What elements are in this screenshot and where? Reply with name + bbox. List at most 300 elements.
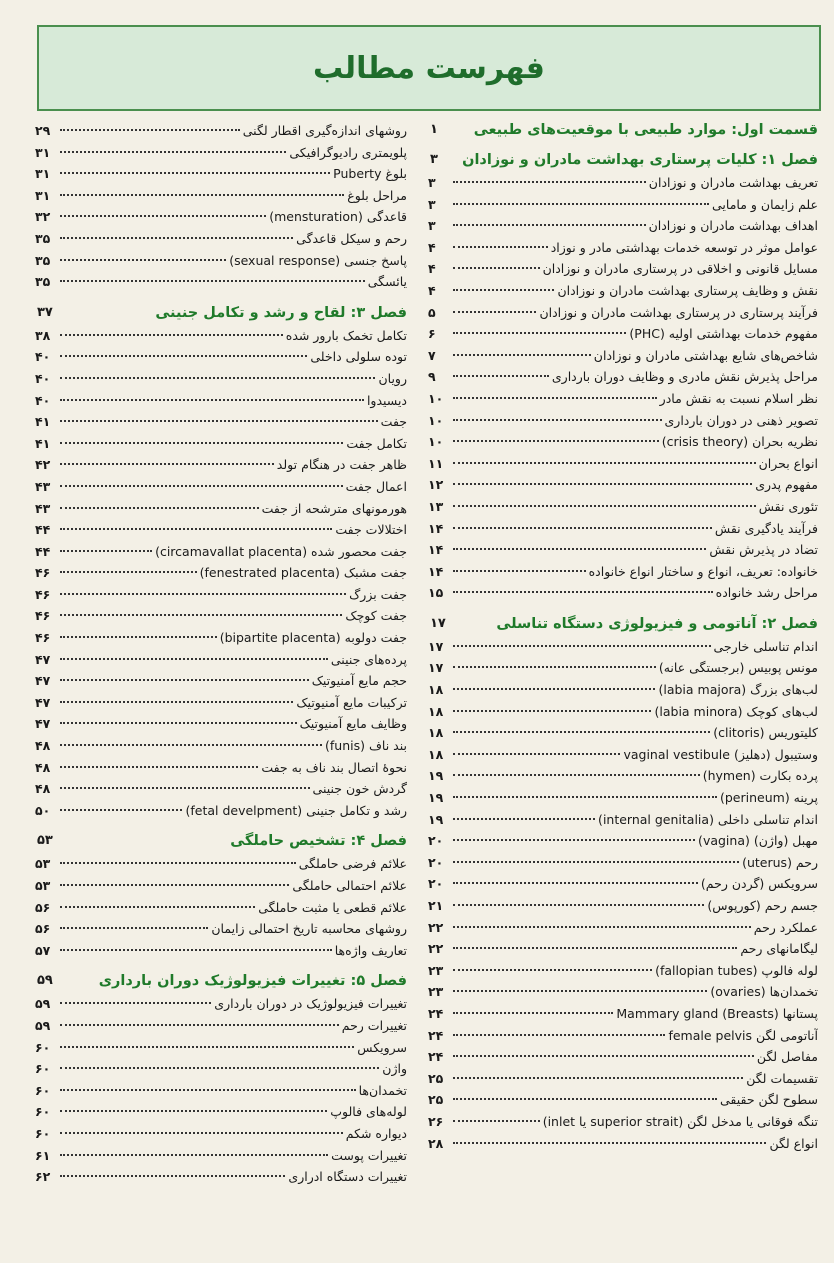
toc-entry[interactable] [35, 476, 407, 498]
dot-leader [60, 215, 266, 217]
toc-entry[interactable] [428, 830, 818, 852]
toc-entry[interactable] [428, 765, 818, 787]
toc-entry[interactable] [35, 1080, 407, 1102]
toc-entry-label: ترکیبات مایع آمنیوتیک [296, 694, 407, 710]
dot-leader [453, 796, 717, 798]
toc-section [35, 971, 407, 1187]
toc-entry-label: علم زایمان و مامایی [712, 196, 818, 212]
toc-entry[interactable] [35, 228, 407, 250]
toc-entry-label: رحم و سیکل قاعدگی [296, 230, 407, 246]
section-heading-page: ۵۳ [37, 833, 53, 849]
toc-entry-page: ۲۴ [428, 1049, 444, 1065]
toc-entry[interactable] [428, 917, 818, 939]
section-heading-label: فصل ۴: تشخیص حاملگی [230, 833, 407, 850]
dot-leader [453, 483, 752, 485]
dot-leader [453, 267, 540, 269]
toc-entry-label: رویان [378, 370, 407, 386]
toc-entry[interactable] [428, 280, 818, 302]
toc-entry-page: ۱۷ [428, 660, 444, 676]
toc-entry-label: اختلالات جفت [335, 522, 407, 538]
toc-entry-page: ۶۰ [35, 1125, 51, 1141]
toc-entry[interactable] [35, 368, 407, 390]
toc-entry-page: ۱۵ [428, 585, 444, 601]
toc-entry-label: تغییرات فیزیولوژیک در دوران بارداری [214, 996, 407, 1012]
toc-entry-page: ۱۰ [428, 434, 444, 450]
dot-leader [453, 375, 549, 377]
dot-leader [453, 570, 586, 572]
dot-leader [60, 679, 309, 681]
toc-entry-page: ۴۶ [35, 608, 51, 624]
section-heading[interactable] [428, 150, 818, 170]
dot-leader [453, 354, 591, 356]
toc-entry-label: تعریف بهداشت مادران و نوزادان [648, 175, 818, 190]
dot-leader [60, 129, 240, 131]
toc-entry[interactable] [35, 670, 407, 692]
toc-entry-page: ۲۲ [428, 941, 444, 957]
toc-entry[interactable] [35, 562, 407, 584]
title-box [37, 25, 821, 111]
dot-leader [60, 151, 286, 153]
toc-entry[interactable] [35, 875, 407, 897]
toc-entry[interactable] [35, 1101, 407, 1123]
dot-leader [60, 787, 310, 789]
toc-entry-page: ۴ [428, 261, 436, 277]
toc-entry[interactable] [428, 938, 818, 960]
toc-entry-label: کلیتوریس (clitoris) [713, 725, 818, 741]
toc-entry[interactable] [35, 411, 407, 433]
toc-entry[interactable] [428, 215, 818, 237]
toc-entry-page: ۵۳ [35, 856, 51, 872]
dot-leader [453, 1142, 766, 1144]
toc-entry[interactable] [35, 271, 407, 293]
toc-entry[interactable] [35, 346, 407, 368]
toc-entry-label: تصویر ذهنی در دوران بارداری [664, 412, 818, 428]
toc-entry-page: ۱۸ [428, 746, 444, 762]
toc-entry[interactable] [428, 496, 818, 518]
dot-leader [60, 766, 258, 768]
toc-entry[interactable] [428, 1133, 818, 1155]
toc-entry[interactable] [428, 895, 818, 917]
toc-entry-label: سطوح لگن حقیقی [720, 1092, 818, 1108]
dot-leader [453, 1098, 717, 1100]
toc-entry[interactable] [428, 388, 818, 410]
toc-entry-page: ۶۱ [35, 1147, 51, 1163]
section-heading-label: قسمت اول: موارد طبیعی با موقعیت‌های طبیعی [473, 122, 818, 138]
toc-entry-page: ۱۷ [428, 638, 444, 654]
dot-leader [453, 990, 707, 992]
toc-entry-page: ۴ [428, 239, 436, 255]
toc-entry[interactable] [428, 1089, 818, 1111]
toc-entry-label: تخمدان‌ها [358, 1082, 407, 1098]
toc-entry-label: تکامل تخمک بارور شده [285, 327, 407, 343]
toc-entry[interactable] [35, 605, 407, 627]
dot-leader [60, 1110, 327, 1112]
toc-entry[interactable] [35, 454, 407, 476]
toc-entry[interactable] [35, 206, 407, 228]
toc-entry-label: انواع لگن [769, 1135, 818, 1151]
dot-leader [453, 548, 706, 550]
toc-entry-label: روشهای اندازه‌گیری اقطار لگنی [242, 123, 407, 138]
toc-entry-label: نقش و وظایف پرستاری بهداشت مادران و نوزادان [557, 282, 818, 298]
toc-entry-page: ۴۰ [35, 392, 51, 408]
dot-leader [60, 1024, 339, 1026]
toc-entry-label: تغییرات رحم [341, 1017, 407, 1033]
toc-entry[interactable] [428, 474, 818, 496]
toc-entry-page: ۱۸ [428, 725, 444, 741]
toc-entry-label: یائسگی [367, 274, 407, 290]
toc-entry-page: ۱۸ [428, 703, 444, 719]
section-heading[interactable] [428, 120, 818, 140]
toc-entry-page: ۵۰ [35, 802, 51, 818]
toc-entry-label: مونس پوبیس (برجستگی عانه) [658, 660, 818, 676]
toc-entry-page: ۶۰ [35, 1061, 51, 1077]
toc-entry[interactable] [428, 1111, 818, 1133]
toc-entry-page: ۳ [428, 218, 436, 234]
toc-entry[interactable] [35, 1166, 407, 1188]
dot-leader [60, 237, 293, 239]
toc-entry[interactable] [35, 250, 407, 272]
toc-entry-label: حجم مایع آمنیوتیک [311, 673, 407, 689]
toc-entry-label: پرده بکارت (hymen) [702, 768, 818, 784]
dot-leader [453, 882, 698, 884]
dot-leader [60, 463, 274, 465]
dot-leader [60, 550, 152, 552]
toc-entry-label: وظایف مایع آمنیوتیک [299, 716, 407, 732]
dot-leader [453, 904, 704, 906]
dot-leader [60, 927, 208, 929]
toc-entry-label: لب‌های بزرگ (labia majora) [658, 682, 818, 698]
dot-leader [453, 666, 656, 668]
toc-entry-label: تنگه فوقانی یا مدخل لگن (superior strait یا inlet) [542, 1113, 818, 1129]
toc-entry-label: لوله فالوپ (fallopian tubes) [655, 962, 818, 978]
dot-leader [453, 591, 713, 593]
toc-entry[interactable] [35, 541, 407, 563]
toc-entry[interactable] [428, 323, 818, 345]
toc-entry-label: مراحل بلوغ [347, 187, 407, 203]
section-heading-label: فصل ۲: آناتومی و فیزیولوژی دستگاه تناسلی [496, 615, 818, 632]
toc-entry-page: ۱۲ [428, 477, 444, 493]
toc-entry-label: بند ناف (funis) [324, 738, 407, 754]
toc-entry-page: ۳ [428, 175, 436, 190]
toc-entry-page: ۴۲ [35, 457, 51, 473]
toc-entry-label: قاعدگی (mensturation) [269, 209, 407, 225]
toc-entry[interactable] [428, 582, 818, 604]
toc-entry-page: ۳۱ [35, 187, 51, 203]
toc-entry[interactable] [428, 539, 818, 561]
toc-entry-label: وستیبول (دهلیز) vaginal vestibule [623, 746, 818, 762]
section-heading-label: فصل ۳: لقاح و رشد و تکامل جنینی [155, 304, 407, 321]
dot-leader [60, 334, 283, 336]
toc-entry-page: ۱۰ [428, 390, 444, 406]
toc-entry[interactable] [428, 1025, 818, 1047]
toc-entry[interactable] [35, 940, 407, 962]
toc-entry[interactable] [35, 142, 407, 164]
toc-entry-label: روشهای محاسبه تاریخ احتمالی زایمان [211, 921, 407, 937]
toc-entry-page: ۶۰ [35, 1039, 51, 1055]
toc-entry-label: گردش خون جنینی [312, 781, 407, 797]
section-heading[interactable] [35, 831, 407, 851]
toc-entry-page: ۲۸ [428, 1135, 444, 1151]
toc-entry-page: ۴۸ [35, 759, 51, 775]
toc-entry-label: نحوهٔ اتصال بند ناف به جفت [261, 759, 407, 775]
dot-leader [453, 1034, 665, 1036]
toc-entry-page: ۲۹ [35, 123, 51, 138]
dot-leader [453, 731, 710, 733]
toc-entry-page: ۵۳ [35, 878, 51, 893]
toc-entry-label: مفهوم پدری [755, 477, 818, 493]
dot-leader [453, 224, 646, 226]
dot-leader [453, 462, 756, 464]
toc-entry[interactable] [428, 194, 818, 216]
toc-entry-label: اندام تناسلی خارجی [713, 638, 818, 654]
toc-entry[interactable] [35, 1015, 407, 1037]
dot-leader [60, 194, 344, 196]
toc-entry-page: ۲۳ [428, 984, 444, 1000]
toc-entry[interactable] [35, 897, 407, 919]
dot-leader [60, 1002, 211, 1004]
dot-leader [60, 259, 226, 261]
toc-entry-label: انواع بحران [758, 455, 818, 471]
dot-leader [60, 701, 293, 703]
toc-entry[interactable] [35, 498, 407, 520]
toc-entry-label: جفت محصور شده (circamavallat placenta) [155, 543, 407, 559]
dot-leader [453, 181, 646, 183]
toc-entry-page: ۵ [428, 304, 436, 320]
toc-entry[interactable] [428, 302, 818, 324]
dot-leader [453, 839, 695, 841]
toc-entry-label: علائم احتمالی حاملگی [292, 878, 407, 893]
toc-section [35, 831, 407, 961]
toc-entry[interactable] [35, 800, 407, 822]
toc-entry-label: آناتومی لگن female pelvis [668, 1027, 818, 1043]
toc-entry[interactable] [428, 852, 818, 874]
toc-entry[interactable] [35, 519, 407, 541]
toc-entry[interactable] [35, 649, 407, 671]
dot-leader [60, 1154, 328, 1156]
toc-entry[interactable] [428, 366, 818, 388]
toc-entry-label: تضاد در پذیرش نقش [709, 542, 818, 558]
dot-leader [60, 507, 259, 509]
dot-leader [60, 614, 342, 616]
toc-entry[interactable] [428, 960, 818, 982]
toc-entry-page: ۱۹ [428, 790, 444, 806]
section-heading-page: ۳ [430, 152, 438, 167]
toc-entry-page: ۳ [428, 196, 436, 212]
toc-entry-page: ۴۸ [35, 738, 51, 754]
toc-entry[interactable] [428, 873, 818, 895]
toc-entry[interactable] [35, 735, 407, 757]
toc-entry[interactable] [428, 1003, 818, 1025]
dot-leader [60, 528, 332, 530]
toc-entry-label: سرویکس [357, 1039, 407, 1055]
dot-leader [453, 440, 659, 442]
toc-entry[interactable] [428, 1046, 818, 1068]
section-heading[interactable] [428, 614, 818, 634]
dot-leader [60, 485, 343, 487]
page-title: فهرست مطالب [313, 50, 545, 86]
toc-entry-page: ۴۶ [35, 586, 51, 602]
dot-leader [60, 420, 378, 422]
toc-entry[interactable] [428, 237, 818, 259]
toc-entry-page: ۴۷ [35, 694, 51, 710]
toc-entry[interactable] [428, 431, 818, 453]
dot-leader [60, 862, 296, 864]
toc-entry-label: علائم قطعی یا مثبت حاملگی [258, 899, 407, 915]
toc-entry[interactable] [428, 345, 818, 367]
toc-entry-label: پرده‌های جنینی [330, 651, 407, 667]
toc-entry-page: ۲۵ [428, 1070, 444, 1086]
dot-leader [60, 571, 197, 573]
toc-entry-label: اندام تناسلی داخلی (internal genitalia) [598, 811, 818, 827]
dot-leader [453, 645, 711, 647]
toc-entry-label: عملکرد رحم [753, 919, 818, 935]
toc-entry-label: دیسیدوا [366, 392, 407, 408]
toc-entry-page: ۴۰ [35, 349, 51, 365]
toc-entry-page: ۶۰ [35, 1104, 51, 1120]
dot-leader [60, 884, 289, 886]
toc-entry[interactable] [35, 692, 407, 714]
dot-leader [60, 377, 375, 379]
toc-entry-label: توده سلولی داخلی [310, 349, 407, 365]
toc-entry-page: ۴۶ [35, 630, 51, 646]
toc-entry-page: ۱۹ [428, 768, 444, 784]
dot-leader [60, 906, 255, 908]
toc-entry-label: مراحل پذیرش نقش مادری و وظایف دوران بارداری [551, 369, 818, 385]
section-heading-label: فصل ۱: کلیات پرستاری بهداشت مادران و نوزادان [462, 152, 818, 168]
toc-entry-label: پستانها (Breasts) Mammary gland [616, 1005, 818, 1021]
toc-entry-label: بلوغ Puberty [333, 166, 407, 182]
toc-entry[interactable] [35, 853, 407, 875]
dot-leader [453, 926, 751, 928]
toc-entry-label: پلویمتری رادیوگرافیکی [289, 144, 407, 160]
toc-entry-page: ۱۹ [428, 811, 444, 827]
toc-entry[interactable] [428, 172, 818, 194]
toc-entry-label: تغییرات دستگاه ادراری [288, 1169, 407, 1185]
toc-entry-label: نظر اسلام نسبت به نقش مادر [659, 390, 818, 406]
toc-entry[interactable] [35, 1145, 407, 1167]
toc-entry[interactable] [428, 981, 818, 1003]
toc-entry-page: ۲۴ [428, 1005, 444, 1021]
toc-entry-page: ۳۸ [35, 327, 51, 343]
toc-entry-page: ۲۳ [428, 962, 444, 978]
toc-entry-page: ۶ [428, 326, 436, 342]
toc-entry[interactable] [428, 744, 818, 766]
toc-entry[interactable] [35, 390, 407, 412]
toc-entry-label: جسم رحم (کورپوس) [707, 898, 818, 913]
toc-entry[interactable] [428, 809, 818, 831]
toc-entry[interactable] [428, 657, 818, 679]
toc-entry[interactable] [428, 561, 818, 583]
toc-entry-page: ۳۱ [35, 144, 51, 160]
toc-entry-page: ۴۷ [35, 716, 51, 732]
dot-leader [453, 1077, 743, 1079]
toc-entry[interactable] [428, 518, 818, 540]
dot-leader [453, 1012, 613, 1014]
toc-entry-page: ۱۴ [428, 520, 444, 536]
toc-entry-page: ۲۰ [428, 854, 444, 870]
dot-leader [60, 809, 182, 811]
toc-entry-page: ۵۹ [35, 996, 51, 1012]
section-heading-page: ۱ [430, 122, 438, 137]
toc-entry-page: ۴۱ [35, 414, 51, 430]
toc-entry-page: ۴۳ [35, 500, 51, 516]
dot-leader [453, 753, 620, 755]
toc-entry-page: ۱۱ [428, 455, 444, 471]
toc-entry-label: رحم (uterus) [742, 854, 818, 870]
toc-entry[interactable] [35, 1037, 407, 1059]
dot-leader [60, 280, 365, 282]
toc-entry[interactable] [35, 1058, 407, 1080]
toc-entry[interactable] [428, 636, 818, 658]
toc-entry-page: ۴۴ [35, 543, 51, 559]
toc-entry-label: تعاریف واژه‌ها [334, 942, 407, 958]
dot-leader [60, 593, 346, 595]
toc-entry[interactable] [428, 453, 818, 475]
toc-entry[interactable] [428, 258, 818, 280]
toc-entry-page: ۱۴ [428, 542, 444, 558]
toc-entry[interactable] [35, 993, 407, 1015]
toc-entry-page: ۶۲ [35, 1169, 51, 1185]
toc-entry[interactable] [428, 701, 818, 723]
toc-entry[interactable] [35, 584, 407, 606]
toc-entry-page: ۵۹ [35, 1017, 51, 1033]
toc-entry[interactable] [428, 410, 818, 432]
section-heading[interactable] [35, 303, 407, 323]
dot-leader [453, 969, 652, 971]
toc-entry[interactable] [35, 163, 407, 185]
dot-leader [60, 172, 330, 174]
dot-leader [453, 311, 536, 313]
toc-entry-page: ۶۰ [35, 1082, 51, 1098]
toc-entry-label: سرویکس (گردن رحم) [700, 876, 818, 892]
toc-entry[interactable] [35, 713, 407, 735]
section-heading-page: ۱۷ [430, 615, 446, 631]
dot-leader [60, 1132, 343, 1134]
toc-entry[interactable] [428, 1068, 818, 1090]
section-heading[interactable] [35, 971, 407, 991]
toc-entry[interactable] [35, 185, 407, 207]
toc-entry-label: مفهوم خدمات بهداشتی اولیه (PHC) [629, 326, 818, 342]
toc-entry[interactable] [35, 918, 407, 940]
toc-entry[interactable] [35, 757, 407, 779]
toc-entry[interactable] [428, 722, 818, 744]
toc-entry-page: ۲۱ [428, 898, 444, 913]
toc-section [35, 120, 407, 293]
toc-entry[interactable] [35, 433, 407, 455]
toc-entry-page: ۴۴ [35, 522, 51, 538]
toc-entry-label: تکامل جفت [346, 435, 407, 451]
dot-leader [60, 355, 307, 357]
dot-leader [60, 744, 322, 746]
dot-leader [60, 636, 217, 638]
toc-entry[interactable] [35, 1123, 407, 1145]
toc-entry-page: ۲۵ [428, 1092, 444, 1108]
dot-leader [60, 1175, 285, 1177]
dot-leader [453, 1055, 754, 1057]
toc-entry[interactable] [428, 787, 818, 809]
dot-leader [60, 1089, 356, 1091]
toc-entry[interactable] [35, 120, 407, 142]
toc-entry-page: ۱۳ [428, 498, 444, 514]
section-heading-page: ۵۹ [37, 973, 53, 989]
dot-leader [60, 442, 343, 444]
toc-entry-label: تئوری نقش [758, 498, 818, 514]
toc-entry[interactable] [428, 679, 818, 701]
toc-entry[interactable] [35, 325, 407, 347]
toc-entry[interactable] [35, 627, 407, 649]
toc-entry-label: فرآیند پرستاری در پرستاری بهداشت مادران و نوزادان [539, 304, 818, 320]
toc-entry[interactable] [35, 778, 407, 800]
